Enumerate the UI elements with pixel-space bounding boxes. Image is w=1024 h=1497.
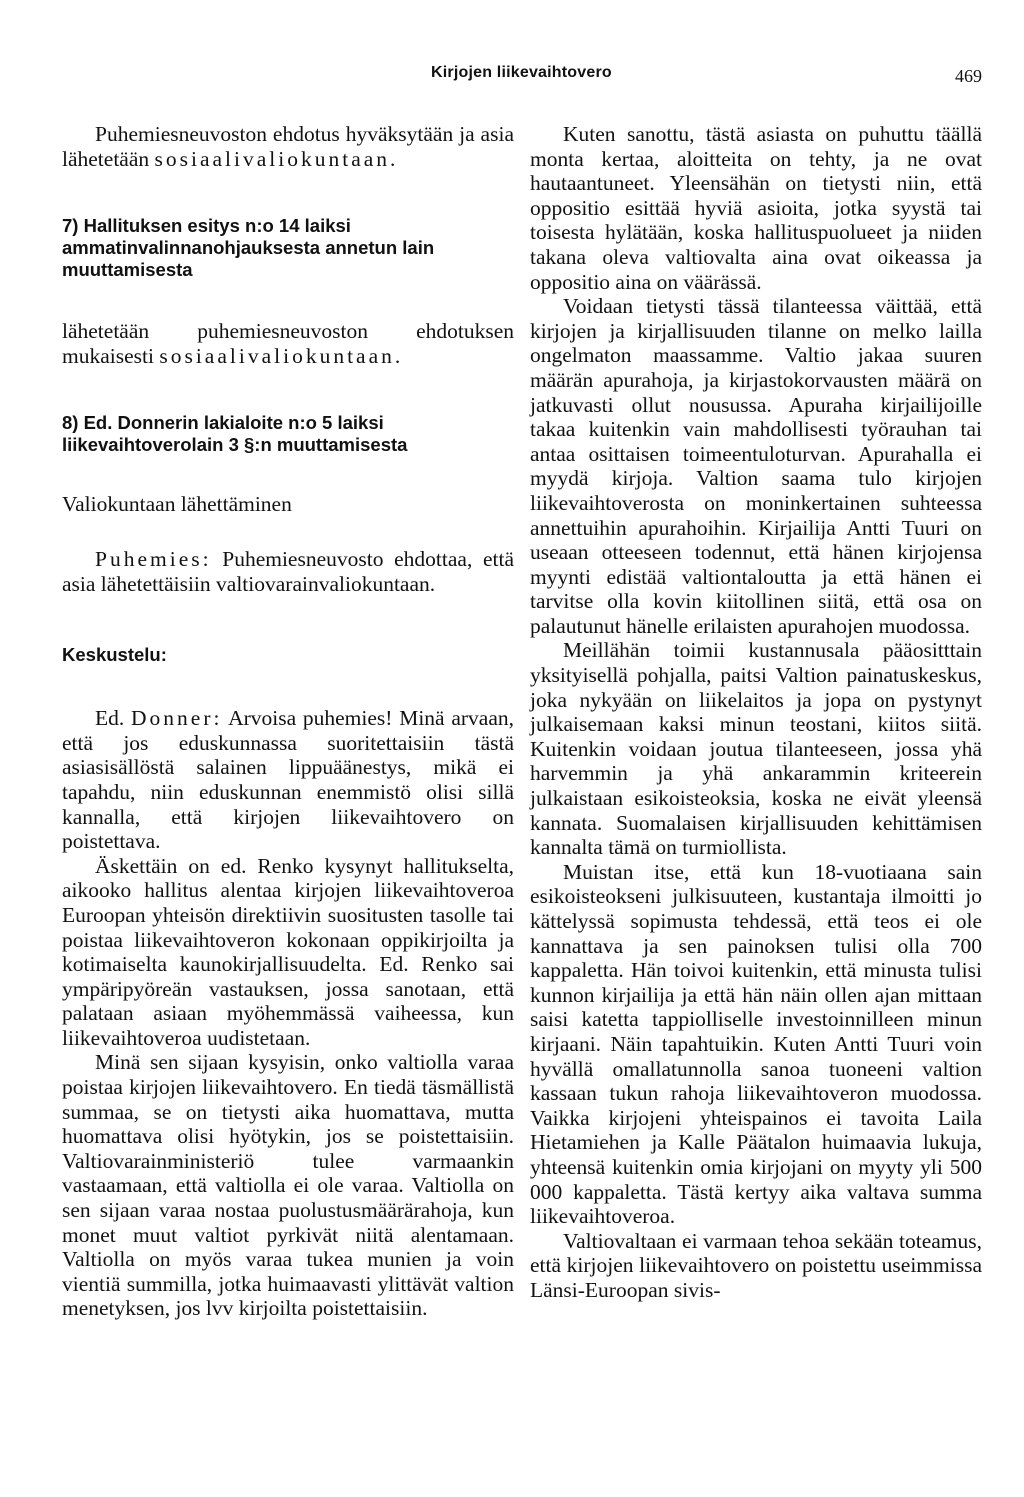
paragraph-opposition: Kuten sanottu, tästä asiasta on puhuttu täällä monta kertaa, aloitteita on tehty, ja ne ovat hautaantuneet. Yleensähän on tietysti niin, että oppositio esittää hyviä asioita, jotka syystä tai toisesta hylätään, koska hallituspuolueet ja niiden takana oleva valtiovalta aina ovat oikeassa ja oppositio aina on väärässä. (530, 122, 982, 294)
paragraph-committee-referral: Valiokuntaan lähettäminen (62, 492, 292, 517)
agenda-item-8-heading: 8) Ed. Donnerin lakialoite n:o 5 laiksi liikevaihtoverolain 3 §:n muuttamisesta (62, 412, 408, 456)
page-header (0, 64, 1024, 92)
committee-name: sosiaalivaliokuntaan. (159, 343, 404, 368)
paragraph-speaker-proposal (62, 547, 514, 596)
left-column (62, 122, 514, 1321)
paragraph-grants: Voidaan tietysti tässä tilanteessa väittää, että kirjojen ja kirjallisuuden tilanne on melko lailla ongelmaton maassamme. Valtio jakaa suuren määrän apurahoja, ja kirjastokorvausten määrä on jatkuvasti ollut nousussa. Apuraha kirjailijoille takaa kuitenkin vain mahdollisesti työrauhan tai antaa osittaisen toimeentuloturvan. Apurahalla ei myydä kirjoja. Valtion saama tulo kirjojen liikevaihtoverosta on moninkertainen suhteessa annettuihin apurahoihin. Kirjailija Antti Tuuri on useaan otteeseen todennut, että hänen kirjojensa myynti edistää valtiontaloutta ja että hänen ei tarvitse olla kovin kiitollinen siitä, että osa on palautunut hänelle erilaisten apurahojen muodossa. (530, 294, 982, 638)
paragraph-state-finances: Minä sen sijaan kysyisin, onko valtiolla varaa poistaa kirjojen liikevaihtovero. En tiedä täsmällistä summaa, se on tietysti aika huomattava, mutta huomattava olisi hyötykin, jos se poistettaisiin. Valtiovarainministeriö tulee varmaankin vastaamaan, että valtiolla ei ole varaa. Valtiolla on sen sijaan varaa nostaa puolustusmäärärahoja, kun monet muut valtiot pyrkivät niitä alentamaan. Valtiolla on myös varaa tukea munien ja voin vientiä summilla, jotka huimaavasti ylittävät valtion menetyksen, jos lvv kirjoilta poistettaisiin. (62, 1050, 514, 1321)
paragraph-text: Arvoisa puhemies! Minä arvaan, että jos eduskunnassa suoritettaisiin tästä asiasisällöstä salainen lippuäänestys, mikä ei tapahdu, niin eduskunnan enemmistö olisi sillä kannalla, että kirjojen liikevaihtovero on poistettava. (62, 706, 514, 854)
speaker-label: Donner: (131, 706, 223, 731)
paragraph-text: lähetetään puhemiesneuvoston ehdotuksen mukaisesti (62, 319, 514, 368)
agenda-item-7-heading: 7) Hallituksen esitys n:o 14 laiksi ammatinvalinnanohjauksesta annetun lain muuttamisesta (62, 215, 435, 281)
speaker-prefix: Ed. (95, 706, 125, 731)
paragraph-text: Puhemiesneuvoston ehdotus hyväksytään ja asia lähetetään (62, 122, 514, 171)
paragraph-item-7-referral (62, 319, 514, 368)
committee-name: sosiaalivaliokuntaan. (154, 146, 399, 171)
paragraph-western-europe: Valtiovaltaan ei varmaan tehoa sekään toteamus, että kirjojen liikevaihtovero on poistettu useimmissa Länsi-Euroopan sivis- (530, 1228, 982, 1302)
running-title: Kirjojen liikevaihtovero (431, 64, 612, 81)
page-number: 469 (955, 66, 982, 86)
speaker-label: Puhemies: (95, 546, 212, 571)
right-column (530, 122, 982, 1303)
paragraph-personal-story: Muistan itse, että kun 18-vuotiaana sain esikoisteokseni julkisuuteen, kustantaja ilmoitti jo kättelyssä sopimusta tehdessä, että teos ei ole kannattava ja sen painoksen tulisi olla 700 kappaletta. Hän toivoi kuitenkin, että minusta tulisi kunnon kirjailija ja että hän näin ollen ajan mittaan saisi katetta tappiolliselle investoinnilleen minun kirjaani. Näin tapahtuikin. Kuten Antti Tuuri voin hyvällä omallatunnolla sanoa tuoneeni valtion kassaan tukun rahoja liikevaihtoveron muodossa. Vaikka kirjojeni yhteispainos ei tavoita Laila Hietamiehen ja Kalle Päätalon huimaavia lukuja, yhteensä kuitenkin omia kirjojani on myyty yli 500 000 kappaletta. Tästä kertyy aika valtava summa liikevaihtoveroa. (530, 859, 982, 1229)
paragraph-renko-question: Äskettäin on ed. Renko kysynyt hallitukselta, aikooko hallitus alentaa kirjojen liikevaihtoveroa Euroopan yhteisön direktiivin suositusten tasolle tai poistaa liikevaihtoveron kokonaan oppikirjoilta ja kotimaiselta kaunokirjallisuudelta. Ed. Renko sai ympäripyöreän vastauksen, jossa sanotaan, että palataan asiaan myöhemmässä vaiheessa, kun liikevaihtoveroa uudistetaan. (62, 853, 514, 1050)
paragraph-proposal-accepted (62, 122, 514, 171)
paragraph-text: Puhemiesneuvosto ehdottaa, että asia lähetettäisiin valtiovarainvaliokuntaan. (62, 546, 514, 596)
paragraph-donner-speech (62, 706, 514, 854)
paragraph-publishing: Meillähän toimii kustannusala pääositttain yksityisellä pohjalla, paitsi Valtion painatuskeskus, joka nykyään on liikelaitos ja jopa on pystynyt julkaisemaan kaksi minun teostani, kiitos siitä. Kuitenkin voidaan joutua tilanteeseen, jossa yhä harvemmin ja yhä ankarammin kriteerein julkaistaan esikoisteoksia, koska ne eivät yleensä kannata. Suomalaisen kirjallisuuden kehittämisen kannalta tämä on turmiollista. (530, 638, 982, 860)
discussion-heading: Keskustelu: (62, 644, 167, 666)
